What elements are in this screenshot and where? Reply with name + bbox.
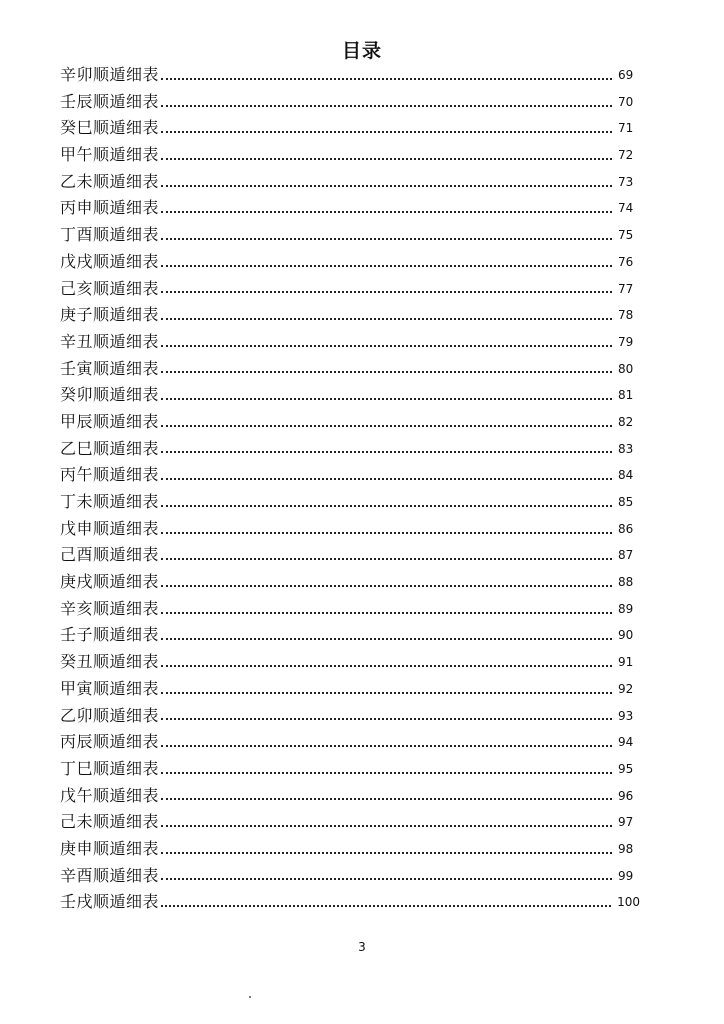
toc-entry-title: 丙申顺遁细表 — [60, 198, 160, 218]
toc-entry — [60, 436, 640, 463]
dot-leader — [161, 849, 612, 854]
dot-leader — [161, 475, 612, 480]
dot-leader — [161, 262, 612, 267]
toc-entry — [60, 836, 640, 863]
toc-entry — [60, 863, 640, 890]
toc-entry-title: 丁酉顺遁细表 — [60, 225, 160, 245]
toc-entry-title: 丙辰顺遁细表 — [60, 732, 160, 752]
toc-entry — [60, 649, 640, 676]
toc-entry-page: 69 — [618, 68, 634, 82]
dot-leader — [161, 902, 611, 907]
page-title: 目录 — [341, 40, 382, 62]
dot-leader — [161, 662, 612, 667]
toc-entry-page: 78 — [618, 308, 634, 323]
dot-leader — [161, 235, 612, 240]
toc-entry-title: 乙未顺遁细表 — [60, 171, 160, 191]
toc-entry-title: 壬子顺遁细表 — [60, 625, 160, 645]
toc-entry-page: 72 — [618, 148, 634, 163]
toc-entry-page: 99 — [618, 868, 634, 883]
dot-leader — [161, 422, 612, 427]
toc-entry-page: 70 — [618, 94, 634, 109]
toc-entry — [60, 729, 640, 756]
toc-entry-page: 97 — [618, 815, 634, 830]
toc-entry — [60, 276, 640, 303]
dot-leader — [161, 342, 612, 347]
dot-leader — [161, 582, 612, 587]
toc-entry-title: 庚申顺遁细表 — [60, 838, 160, 858]
toc-entry — [60, 89, 640, 116]
toc-entry-title: 己亥顺遁细表 — [60, 278, 160, 298]
toc-entry-page: 83 — [618, 441, 634, 456]
toc-entry — [60, 542, 640, 569]
dot-leader — [161, 635, 612, 640]
dot-leader — [161, 715, 612, 720]
toc-entry-page: 93 — [618, 708, 634, 723]
toc-entry — [60, 222, 640, 249]
toc-entry — [60, 302, 640, 329]
toc-entry-page: 81 — [618, 388, 634, 403]
toc-entry-title: 辛丑顺遁细表 — [60, 331, 160, 351]
toc-entry-page: 94 — [618, 735, 634, 750]
toc-entry-page: 80 — [618, 361, 634, 376]
toc-entry-page: 85 — [618, 495, 634, 509]
toc-entry-title: 丁巳顺遁细表 — [60, 758, 160, 778]
toc-entry — [60, 462, 640, 489]
toc-entry-page: 82 — [618, 414, 634, 429]
toc-entry — [60, 115, 640, 142]
toc-entry — [60, 409, 640, 436]
dot-leader — [161, 208, 612, 213]
toc-entry — [60, 142, 640, 169]
dot-leader — [161, 795, 612, 800]
toc-entry-page: 87 — [618, 548, 634, 563]
dot-leader — [161, 875, 612, 880]
toc-entry-page: 91 — [618, 655, 634, 670]
toc-entry-title: 壬戌顺遁细表 — [60, 892, 160, 912]
toc-entry-title: 戊戌顺遁细表 — [60, 251, 160, 271]
dot-leader — [161, 75, 612, 80]
dot-leader — [161, 102, 612, 107]
page-number: 3 — [358, 940, 366, 954]
toc-entry — [60, 596, 640, 623]
toc-entry-page: 75 — [618, 228, 634, 243]
toc-entry-page: 95 — [618, 761, 634, 776]
toc-entry-page: 84 — [618, 468, 634, 483]
dot-leader — [161, 288, 612, 293]
toc-entry-page: 98 — [618, 841, 634, 856]
dot-leader — [161, 742, 612, 747]
toc-entry — [60, 169, 640, 196]
dot-leader — [161, 769, 612, 774]
dot-leader — [161, 315, 612, 320]
toc-entry — [60, 195, 640, 222]
scan-speck — [249, 996, 251, 998]
dot-leader — [161, 529, 612, 534]
toc-entry-title: 庚戌顺遁细表 — [60, 572, 160, 592]
toc-entry — [60, 356, 640, 383]
toc-entry — [60, 676, 640, 703]
toc-entry-title: 癸丑顺遁细表 — [60, 652, 160, 672]
dot-leader — [161, 448, 612, 453]
toc-entry-page: 100 — [617, 895, 640, 910]
toc-entry-page: 89 — [618, 601, 634, 616]
dot-leader — [161, 368, 612, 373]
dot-leader — [161, 182, 612, 187]
dot-leader — [161, 555, 612, 560]
dot-leader — [161, 689, 612, 694]
toc-entry-page: 96 — [618, 788, 634, 803]
dot-leader — [161, 822, 612, 827]
toc-entry-title: 庚子顺遁细表 — [60, 305, 160, 325]
toc-entry-title: 辛卯顺遁细表 — [60, 65, 160, 84]
toc-entry-page: 76 — [618, 254, 634, 269]
toc-entry-title: 甲辰顺遁细表 — [60, 411, 160, 431]
toc-entry — [60, 489, 640, 516]
toc-entry-title: 己酉顺遁细表 — [60, 545, 160, 565]
toc-entry — [60, 809, 640, 836]
toc-entry-title: 癸巳顺遁细表 — [60, 118, 160, 138]
dot-leader — [161, 128, 612, 133]
toc-entry-page: 73 — [618, 174, 634, 189]
toc-entry-title: 戊申顺遁细表 — [60, 518, 160, 538]
toc-entry-title: 壬寅顺遁细表 — [60, 358, 160, 378]
toc-entry-title: 己未顺遁细表 — [60, 812, 160, 832]
toc-entry-title: 甲午顺遁细表 — [60, 145, 160, 165]
toc-entry-page: 90 — [618, 628, 634, 643]
dot-leader — [161, 609, 612, 614]
toc-entry-title: 乙卯顺遁细表 — [60, 705, 160, 725]
toc-entry — [60, 622, 640, 649]
table-of-contents — [60, 62, 640, 916]
toc-entry-page: 88 — [618, 575, 634, 590]
toc-entry — [60, 756, 640, 783]
toc-entry-title: 丁未顺遁细表 — [60, 492, 160, 511]
toc-entry-title: 壬辰顺遁细表 — [60, 91, 160, 111]
toc-entry — [60, 329, 640, 356]
toc-entry-page: 86 — [618, 521, 634, 536]
toc-entry-title: 乙巳顺遁细表 — [60, 438, 160, 458]
dot-leader — [161, 155, 612, 160]
toc-entry — [60, 889, 640, 916]
toc-entry — [60, 703, 640, 730]
toc-entry-page: 92 — [618, 681, 634, 696]
dot-leader — [161, 502, 612, 507]
toc-entry — [60, 382, 640, 409]
toc-entry-title: 癸卯顺遁细表 — [60, 385, 160, 405]
toc-entry-title: 丙午顺遁细表 — [60, 465, 160, 485]
dot-leader — [161, 395, 612, 400]
toc-entry — [60, 249, 640, 276]
toc-entry-page: 79 — [618, 334, 634, 349]
toc-entry-title: 甲寅顺遁细表 — [60, 678, 160, 698]
toc-entry-title: 辛酉顺遁细表 — [60, 865, 160, 885]
toc-entry-title: 戊午顺遁细表 — [60, 785, 160, 805]
toc-entry-page: 77 — [618, 281, 634, 296]
toc-entry — [60, 62, 640, 89]
toc-entry-title: 辛亥顺遁细表 — [60, 598, 160, 618]
toc-entry — [60, 516, 640, 543]
toc-entry — [60, 569, 640, 596]
toc-entry — [60, 783, 640, 810]
toc-entry-page: 71 — [618, 121, 634, 136]
toc-entry-page: 74 — [618, 201, 634, 216]
